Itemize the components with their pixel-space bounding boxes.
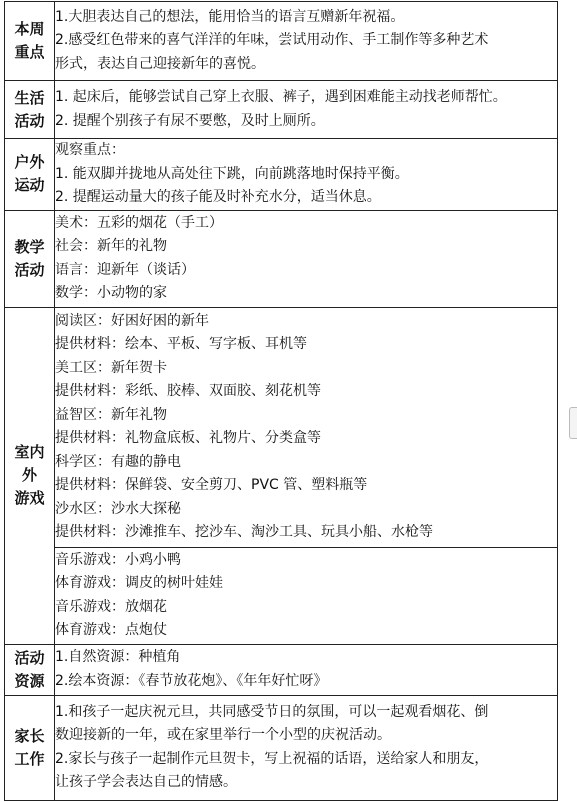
text-line: 阅读区：好困好困的新年 <box>55 312 209 329</box>
text-line: 形式，表达自己迎接新年的喜悦。 <box>55 55 265 72</box>
text-line: 让孩子学会表达自己的情感。 <box>55 774 237 790</box>
text-line: 社会：新年的礼物 <box>55 238 167 254</box>
row-outdoor-exercise <box>5 139 558 211</box>
games-subcell <box>55 547 558 644</box>
text-line: 提供材料：沙滩推车、挖沙车、淘沙工具、玩具小船、水枪等 <box>55 524 433 540</box>
row-content <box>55 307 558 547</box>
row-label: 生活 活动 <box>5 81 55 139</box>
text-line: 提供材料：礼物盒底板、礼物片、分类盒等 <box>55 430 321 446</box>
text-line: 观察重点： <box>55 142 125 158</box>
text-line: 体育游戏：点炮仗 <box>55 622 167 638</box>
text-line: 1.和孩子一起庆祝元旦，共同感受节日的氛围，可以一起观看烟花、倒 <box>55 703 489 720</box>
text-line: 1. 能双脚并拢地从高处往下跳，向前跳落地时保持平衡。 <box>55 165 409 182</box>
weekly-plan-table <box>4 1 558 801</box>
text-line: 美术：五彩的烟花（手工） <box>55 214 223 231</box>
text-line: 1.大胆表达自己的想法，能用恰当的语言互赠新年祝福。 <box>55 8 405 25</box>
text-line: 语言：迎新年（谈话） <box>55 261 195 278</box>
text-line: 益智区：新年礼物 <box>55 406 167 423</box>
row-content <box>55 644 558 695</box>
row-games-sub <box>5 547 558 644</box>
row-indoor-outdoor-games <box>5 307 558 547</box>
row-label: 室内 外 游戏 <box>5 307 55 644</box>
text-line: 2.感受红色带来的喜气洋洋的年味，尝试用动作、手工制作等多种艺术 <box>55 32 489 49</box>
row-label: 户外 运动 <box>5 139 55 211</box>
row-content <box>55 210 558 307</box>
text-line: 1.自然资源：种植角 <box>55 649 181 665</box>
text-line: 音乐游戏：放烟花 <box>55 598 167 615</box>
row-label: 活动 资源 <box>5 644 55 695</box>
row-teaching-activities <box>5 210 558 307</box>
text-line: 2. 提醒运动量大的孩子能及时补充水分，适当休息。 <box>55 189 381 205</box>
row-content <box>55 81 558 139</box>
row-weekly-focus <box>5 2 558 81</box>
row-activity-resources <box>5 644 558 695</box>
text-line: 音乐游戏：小鸡小鸭 <box>55 551 181 568</box>
text-line: 1. 起床后，能够尝试自己穿上衣服、裤子，遇到困难能主动找老师帮忙。 <box>55 89 507 105</box>
scroll-handle[interactable] <box>569 407 577 439</box>
text-line: 美工区：新年贺卡 <box>55 359 167 376</box>
text-line: 体育游戏：调皮的树叶娃娃 <box>55 575 223 591</box>
row-content <box>55 139 558 211</box>
text-line: 2. 提醒个别孩子有尿不要憋，及时上厕所。 <box>55 112 325 129</box>
text-line: 提供材料：保鲜袋、安全剪刀、PVC 管、塑料瓶等 <box>55 477 368 493</box>
text-line: 2.绘本资源：《春节放花炮》、《年年好忙呀》 <box>55 672 328 689</box>
row-label: 本周 重点 <box>5 2 55 81</box>
row-content <box>55 695 558 800</box>
row-label: 教学 活动 <box>5 210 55 307</box>
text-line: 数迎接新的一年，或在家里举行一个小型的庆祝活动。 <box>55 727 391 743</box>
text-line: 数学：小动物的家 <box>55 285 167 301</box>
row-content <box>55 2 558 81</box>
text-line: 科学区：有趣的静电 <box>55 453 181 470</box>
row-parent-work <box>5 695 558 800</box>
text-line: 提供材料：彩纸、胶棒、双面胶、刻花机等 <box>55 383 321 399</box>
text-line: 2.家长与孩子一起制作元旦贺卡，写上祝福的话语，送给家人和朋友， <box>55 750 489 767</box>
text-line: 提供材料：绘本、平板、写字板、耳机等 <box>55 336 307 352</box>
text-line: 沙水区：沙水大探秘 <box>55 500 181 517</box>
row-label: 家长 工作 <box>5 695 55 800</box>
row-daily-life <box>5 81 558 139</box>
